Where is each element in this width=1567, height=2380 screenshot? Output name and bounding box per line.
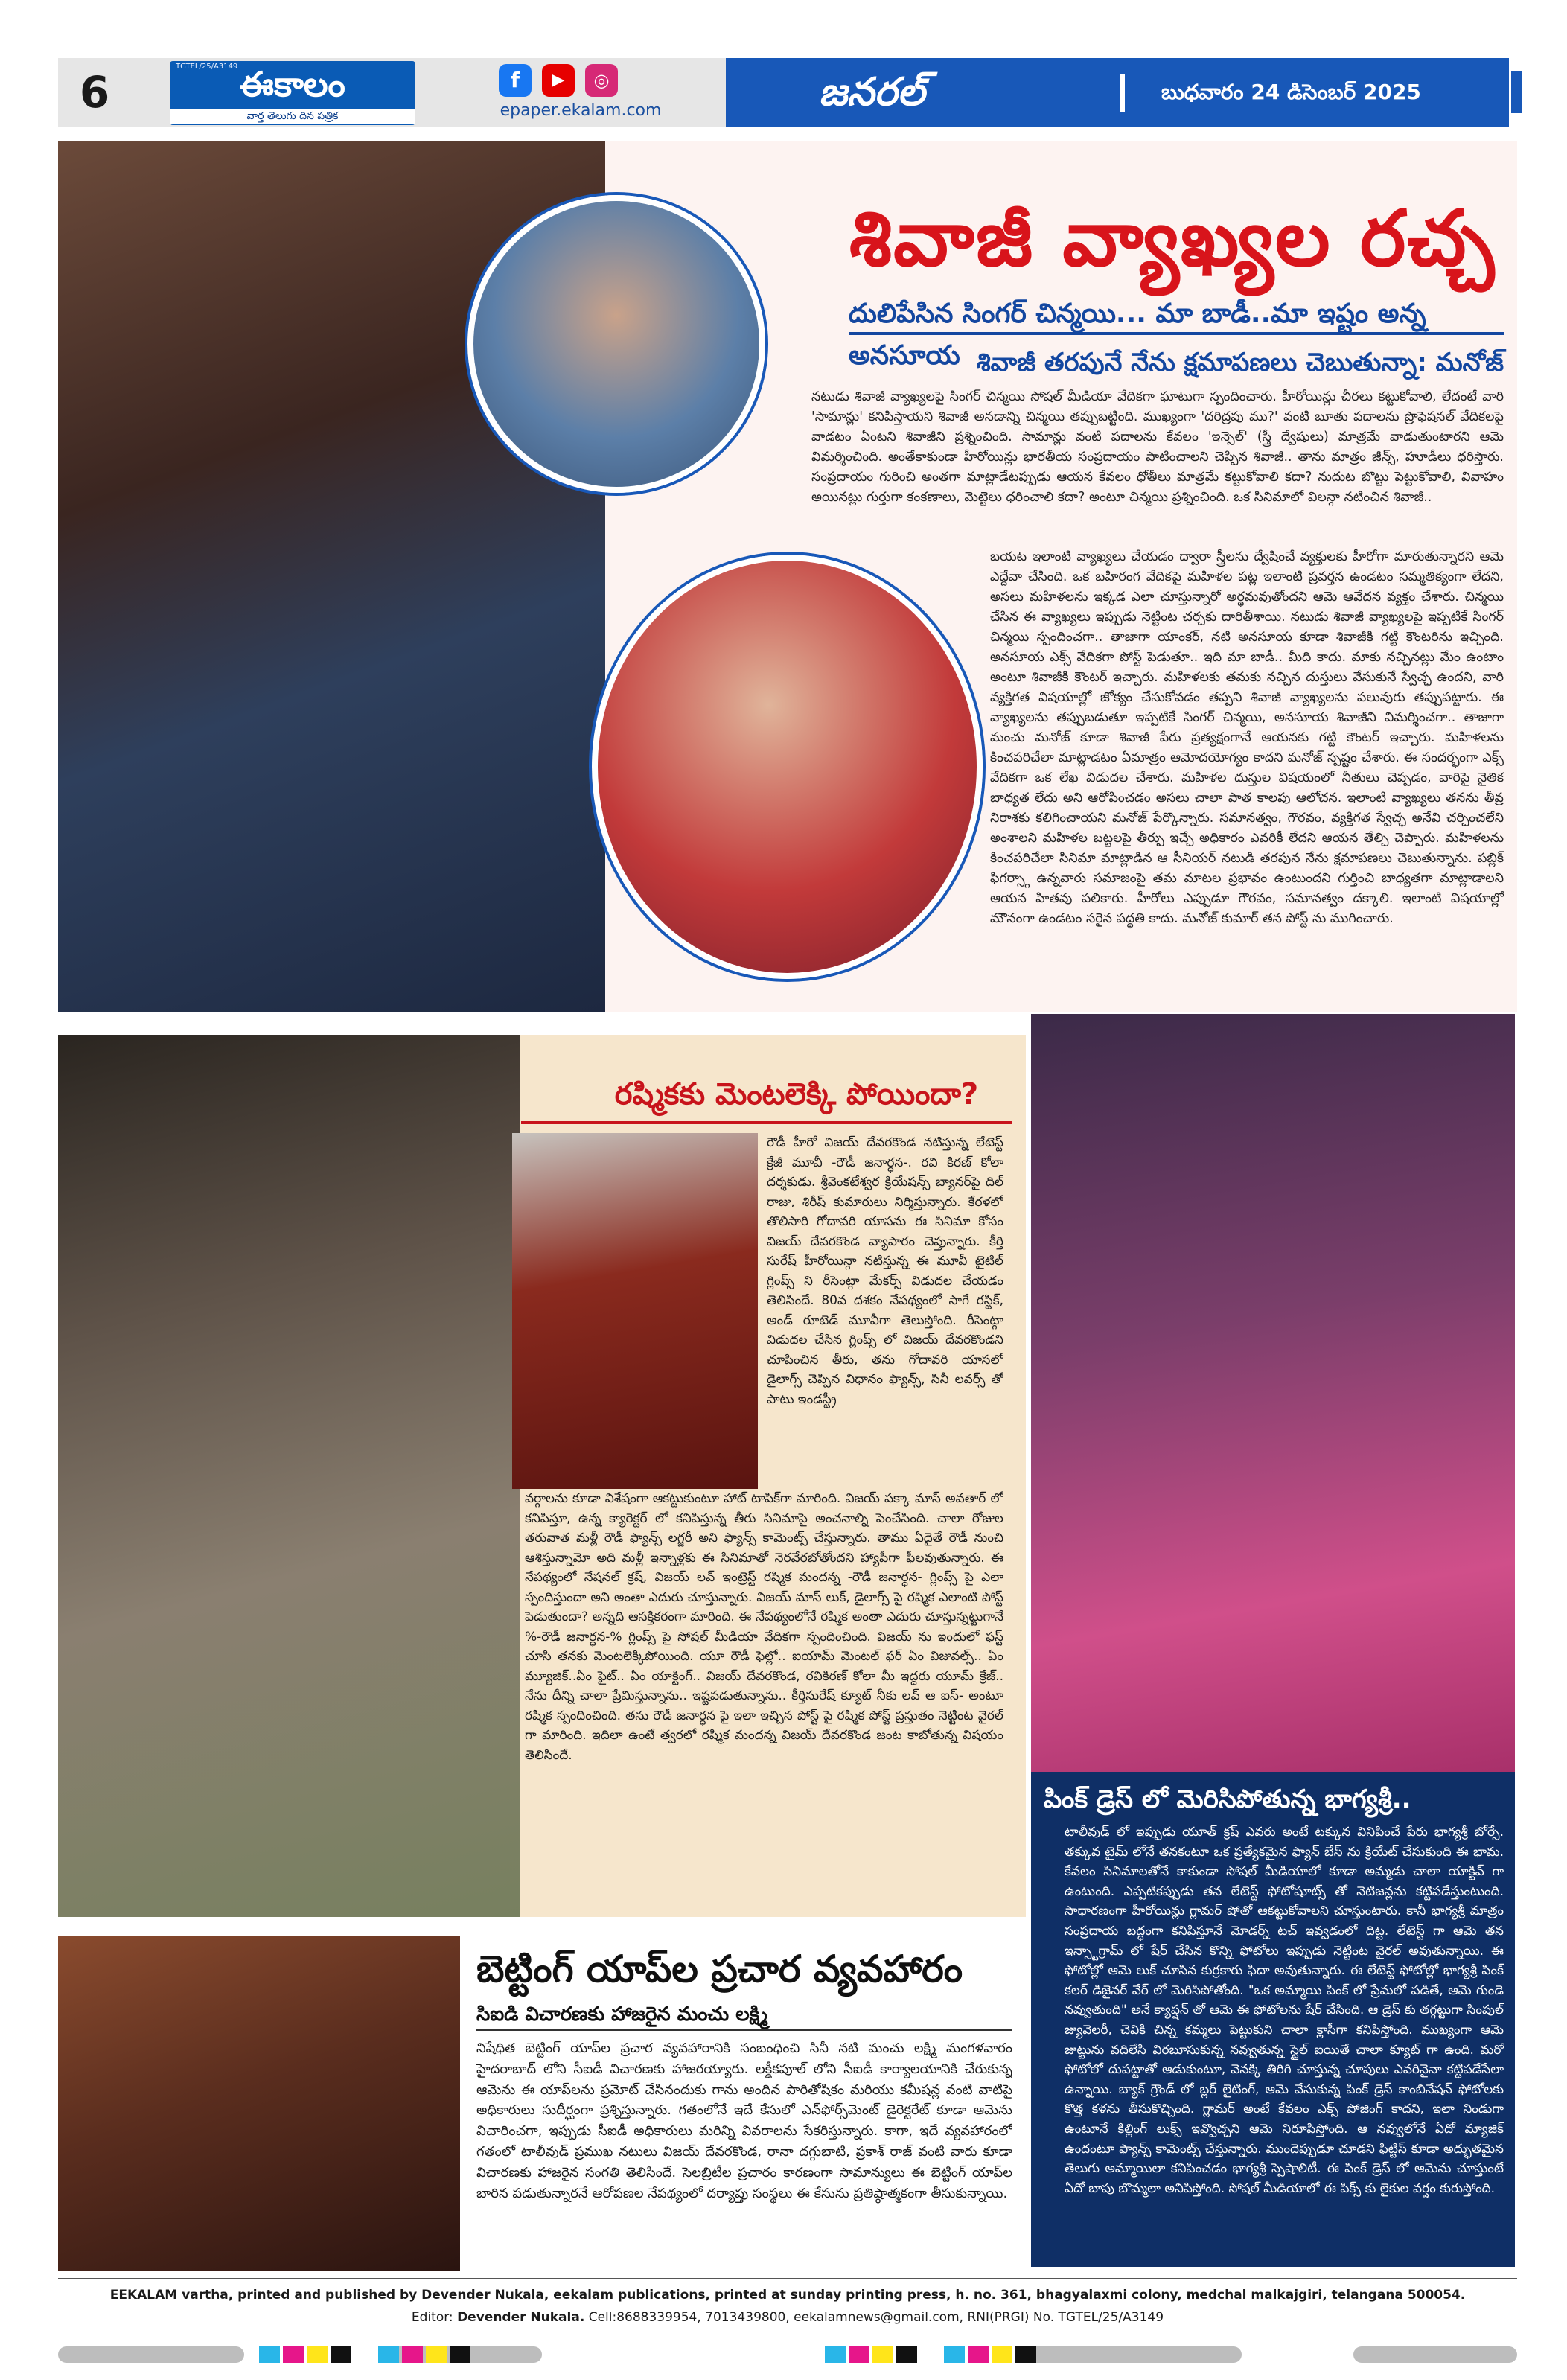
registration-swatch [450, 2346, 470, 2363]
story2-headline: రష్మికకు మెంటలెక్కి పోయిందా? [614, 1077, 979, 1111]
registration-swatch [920, 2346, 941, 2363]
page-number: 6 [79, 67, 110, 118]
registration-swatch [992, 2346, 1012, 2363]
story3-headline: పింక్ డ్రెస్ లో మెరిసిపోతున్న భాగ్యశ్రీ.. [1044, 1784, 1411, 1814]
epaper-link[interactable]: epaper.ekalam.com [500, 101, 662, 120]
issue-date: బుధవారం 24 డిసెంబర్ 2025 [1161, 80, 1421, 104]
registration-swatch [378, 2346, 399, 2363]
youtube-icon[interactable]: ▶ [542, 64, 575, 97]
rashmika-photo [58, 1035, 520, 1917]
story3-body: టాలీవుడ్ లో ఇప్పుడు యూత్ క్రష్ ఎవరు అంటే టక్కున వినిపించే పేరు భాగ్యశ్రీ బోర్సే. తక్కువ టైమ్ లోనే తనకంటూ ఒక ప్రత్యేకమైన ఫ్యాన్ బేస్ ను క్రియేట్ చేసుకుంది ఈ భామ. కేవలం సినిమాలతోనే కాకుండా సోషల్ మీడియాలో కూడా అమ్మడు చాలా యాక్టివ్ గా ఉంటుంది. ఎప్పటికప్పుడు తన లేటెస్ట్ ఫోటోషూట్స్ తో నెటిజన్లను కట్టిపడేస్తుంటుంది. సాధారణంగా హీరోయిన్లు గ్లామర్ షోతో ఆకట్టుకోవాలని చూస్తుంటారు. కానీ భాగ్యశ్రీ మాత్రం సంప్రదాయ బద్ధంగా కనిపిస్తూనే మోడర్న్ టచ్ ఇవ్వడంలో దిట్ట. లేటెస్ట్ గా ఆమె తన ఇన్స్టాగ్రామ్ లో షేర్ చేసిన కొన్ని ఫోటోలు ఇప్పుడు నెట్టింట వైరల్ అవుతున్నాయి. ఈ ఫోటోల్లో ఆమె లుక్ చూసిన కుర్రకారు ఫిదా అవుతున్నారు. ఈ లేటెస్ట్ ఫోటోల్లో భాగ్యశ్రీ పింక్ కలర్ డిజైనర్ వేర్ లో మెరిసిపోతోంది. "ఒక అమ్మాయి పింక్ లో ప్రేమలో పడితే, ఆమె గుండె నవ్వుతుంది" అనే క్యాప్షన్ తో ఆమె ఈ ఫోటోలను షేర్ చేసింది. ఆ డ్రెస్ కు తగ్గట్టుగా సింపుల్ జ్యువెలరీ, చెవికి చిన్న కమ్మలు పెట్టుకుని చాలా క్లాసీగా కనిపిస్తోంది. ముఖ్యంగా ఆమె జుట్టును వదిలేసి విరబూసుకున్న నవ్వుతున్న స్టైల్ ఐయితే చాలా క్యూట్ గా ఉంది. మరో ఫోటోలో దుపట్టాతో ఆడుకుంటూ, వెనక్కి తిరిగి చూస్తున్న చూపులు ఎవరినైనా కట్టిపడేసేలా ఉన్నాయి. బ్యాక్ గ్రౌండ్ లో బ్లర్ లైటింగ్, ఆమె వేసుకున్న పింక్ డ్రెస్ కాంబినేషన్ ఫోటోలకు కొత్త కళను తీసుకొచ్చింది. గ్లామర్ అంటే కేవలం ఎక్స్ పోజింగ్ కాదని, ఇలా నిండుగా ఉంటూనే కిల్లింగ్ లుక్స్ ఇవ్వొచ్చని ఆమె నిరూపిస్తోంది. ఆ నవ్వులోనే ఏదో మ్యాజిక్ ఉందంటూ ఫ్యాన్స్ కామెంట్స్ చేస్తున్నారు. ముందెప్పుడూ చూడని ఫిట్టిస్ కూడా అద్భుతమైన తెలుగు అమ్మాయిలా కనిపించడం భాగ్యశ్రీ స్పెషాలిటీ. ఈ పింక్ డ్రెస్ లో ఆమెను చూస్తుంటే ఏదో బాపు బొమ్మలా అనిపిస్తోంది. సోషల్ మీడియాలో ఈ పిక్స్ కు లైకుల వర్షం కురుస్తోంది. [1065, 1825, 1504, 2196]
registration-swatch [944, 2346, 965, 2363]
shivaji-circle-photo [467, 195, 765, 493]
story4-body: నిషేధిత బెట్టింగ్ యాప్‌ల ప్రచార వ్యవహారానికి సంబంధించి సినీ నటి మంచు లక్ష్మి మంగళవారం హైదరాబాద్ లోని సీఐడీ విచారణకు హాజరయ్యారు. లక్డీకపూల్ లోని సీఐడీ కార్యాలయానికి చేరుకున్న ఆమెను ఈ యాప్‌లను ప్రమోట్ చేసినందుకు గాను అందిన పారితోషికం మరియు కమీషన్ల వంటి వాటిపై అధికారులు సుదీర్ఘంగా ప్రశ్నిస్తున్నారు. గతంలోనే ఇదే కేసులో ఎన్‌ఫోర్స్‌మెంట్ డైరెక్టరేట్ కూడా ఆమెను విచారించగా, ఇప్పుడు సీఐడీ అధికారులు మరిన్ని వివరాలను సేకరిస్తున్నారు. కాగా, ఇదే వ్యవహారంలో గతంలో టాలీవుడ్ ప్రముఖ నటులు విజయ్ దేవరకొండ, రానా దగ్గుబాటి, ప్రకాశ్ రాజ్ వంటి వారు కూడా విచారణకు హాజరైన సంగతి తెలిసిందే. సెలబ్రిటీల ప్రచారం కారణంగా సామాన్యులు ఈ బెట్టింగ్ యాప్‌ల బారిన పడుతున్నారనే ఆరోపణల నేపథ్యంలో దర్యాప్తు సంస్థలు ఈ కేసును ప్రతిష్ఠాత్మకంగా తీసుకున్నాయి. [476, 2041, 1012, 2201]
story1-deck-2: శివాజీ తరపునే నేను క్షమాపణలు చెబుతున్నా: మనోజ్ [976, 348, 1504, 377]
registration-swatch [354, 2346, 375, 2363]
registration-swatch [283, 2346, 304, 2363]
registration-swatch [402, 2346, 423, 2363]
story2-body-bottom: వర్గాలను కూడా విశేషంగా ఆకట్టుకుంటూ హాట్ టాపిక్‌గా మారింది. విజయ్ పక్కా మాస్ అవతార్ లో కనిపిస్తూ, ఉన్న క్యారెక్టర్ లో కనిపిస్తున్న తీరు సినిమాపై అంచనాల్ని పెంచేసింది. చాలా రోజుల తరువాత మళ్లీ రౌడీ ఫ్యాన్స్ లగ్జరీ అని ఫ్యాన్స్ కామెంట్స్ చేస్తున్నారు. తాము ఏదైతే రౌడీ నుంచి ఆశిస్తున్నామో అది మళ్లీ ఇన్నాళ్లకు ఈ సినిమాతో నెరవేరబోతోందని హ్యాపీగా ఫీలవుతున్నారు. ఈ నేపథ్యంలో నేషనల్ క్రష్, విజయ్ లవ్ ఇంట్రెస్ట్ రష్మిక మందన్న -రౌడీ జనార్ధన- గ్లింప్స్ పై ఎలా స్పందిస్తుందా అని అంతా ఎదురు చూస్తున్నారు. విజయ్ మాస్ లుక్, డైలాగ్స్ పై రష్మిక ఎలాంటి పోస్ట్ పెడుతుందా? అన్నది ఆసక్తికరంగా మారింది. ఈ నేపథ్యంలోనే రష్మిక అంతా ఎదురు చూస్తున్నట్టుగానే %-రౌడీ జనార్ధన-% గ్లింప్స్ పై సోషల్ మీడియా వేదికగా స్పందించింది. విజయ్ ను ఇందులో ఫస్ట్ చూసి తనకు మెంటలెక్కిపోయింది. యూ రౌడీ ఫెల్లో.. ఐయామ్ మెంటల్ ఫర్ ఏం విజువల్స్.. ఏం మ్యూజిక్..ఏం ఫైట్.. ఏం యాక్టింగ్.. విజయ్ దేవరకొండ, రవికిరణ్ కోలా మీ ఇద్దరు యూమ్ క్రేజ్.. నేను దీన్ని చాలా ప్రేమిస్తున్నాను.. ఇష్టపడుతున్నాను.. కీర్తిసురేష్ క్యూట్ నీకు లవ్ ఆ ఐస్- అంటూ రష్మిక స్పందించింది. తను రౌడీ జనార్ధన పై ఇలా ఇచ్చిన పోస్ట్ పై రష్మిక పోస్ట్ ప్రస్తుతం నెట్టింట వైరల్ గా మారింది. ఇదిలా ఉంటే త్వరలో రష్మిక మందన్న విజయ్ దేవరకొండ జంట కాబోతున్న విషయం తెలిసిందే. [525, 1491, 1003, 1763]
instagram-icon[interactable]: ◎ [585, 64, 618, 97]
registration-swatch [968, 2346, 989, 2363]
social-links [499, 64, 670, 101]
story1-deck-1: దులిపేసిన సింగర్ చిన్మయి... మా బాడీ..మా ఇష్టం అన్న అనసూయ [849, 293, 1504, 335]
registration-swatch [872, 2346, 893, 2363]
story4-headline: బెట్టింగ్ యాప్‌ల ప్రచార వ్యవహారం [476, 1947, 963, 1991]
editor-contact: Cell:8688339954, 7013439800, eekalamnews@gmail.com, RNI(PRGI) No. TGTEL/25/A3149 [584, 2310, 1164, 2325]
newspaper-logo[interactable] [170, 61, 415, 125]
registration-swatch [307, 2346, 328, 2363]
editor-prefix: Editor: [411, 2310, 458, 2325]
registration-color-bar [58, 2344, 1517, 2366]
facebook-icon[interactable]: f [499, 64, 532, 97]
section-label: జనరల్ [819, 70, 925, 115]
editor-line [58, 2305, 1517, 2330]
registration-swatch [1015, 2346, 1036, 2363]
registration-swatch [896, 2346, 917, 2363]
logo-wordmark: ఈకాలం [240, 64, 345, 104]
print-line: EEKALAM vartha, printed and published by Devender Nukala, eekalam publications, printed at sunday printing press, h. no. 361, bhagyalaxmi colony, medchal malkajgiri, telangana 500054. [109, 2288, 1466, 2303]
editor-name: Devender Nukala. [457, 2310, 585, 2325]
registration-grey-bar [58, 2346, 244, 2363]
story1-headline: శివాజీ వ్యాఖ్యల రచ్చ [849, 193, 1496, 284]
story2-body-column: రౌడీ హీరో విజయ్ దేవరకొండ నటిస్తున్న లేటెస్ట్ క్రేజీ మూవీ -రౌడీ జనార్ధన-. రవి కిరణ్ కోలా దర్శకుడు. శ్రీవెంకటేశ్వర క్రియేషన్స్ బ్యానర్‌పై దిల్ రాజు, శిరీష్ కుమారులు నిర్మిస్తున్నారు. కేరళలో తొలిసారి గోదావరి యాసను ఈ సినిమా కోసం విజయ్ దేవరకొండ వ్యాపారం చెప్తున్నారు. కీర్తి సురేష్ హీరోయిన్గా నటిస్తున్న ఈ మూవీ టైటిల్ గ్లింప్స్ ని రీసెంట్గా మేకర్స్ విడుదల చేయడం తెలిసిందే. 80వ దశకం నేపథ్యంలో సాగే రస్టిక్, అండ్ రూటెడ్ మూవీగా తెలుస్తోంది. రీసెంట్గా విడుదల చేసిన గ్లింప్స్ లో విజయ్ దేవరకొండని చూపించిన తీరు, తను గోదావరి యాసలో డైలాగ్స్ చెప్పిన విధానం ఫ్యాన్స్, సినీ లవర్స్ తో పాటు ఇండస్ట్రీ [767, 1135, 1003, 1407]
registration-swatch [259, 2346, 280, 2363]
registration-grey-bar [1018, 2346, 1242, 2363]
logo-registration: TGTEL/25/A3149 [176, 63, 238, 71]
story4-deck: సిఐడి విచారణకు హాజరైన మంచు లక్ష్మి [476, 2003, 768, 2026]
registration-swatch [426, 2346, 447, 2363]
story4-deck-rule [476, 2029, 1012, 2031]
story1-body-upper: నటుడు శివాజీ వ్యాఖ్యలపై సింగర్ చిన్మయి సోషల్ మీడియా వేదికగా ఘాటుగా స్పందించారు. హీరోయిన్లు చీరలు కట్టుకోవాలి, లేదంటే వారి 'సామాన్లు' కనిపిస్తాయని శివాజీ అనడాన్ని చిన్మయి తప్పుబట్టింది. ముఖ్యంగా 'దరిద్రపు ము?' వంటి బూతు పదాలను ప్రొఫెషనల్ వేదికలపై వాడటం ఏంటని శివాజీని ప్రశ్నించింది. సామాన్లు వంటి పదాలను కేవలం 'ఇన్సెల్' (స్త్రీ ద్వేషులు) మాత్రమే వాడుతుంటారని ఆమె విమర్శించింది. అంతేకాకుండా హీరోయిన్లు భారతీయ సంప్రదాయం పాటించాలని చెప్పిన శివాజీ.. తాను మాత్రం జీన్స్, హూడీలు ధరిస్తారు. సంప్రదాయం గురించి అంతగా మాట్లాడేటప్పుడు ఆయన కేవలం ధోతీలు మాత్రమే కట్టుకోవాలి కదా? నుదుట బొట్టు పెట్టుకోవాలి, వివాహం అయినట్లు గుర్తుగా కంకణాలు, మెట్టెలు ధరించాలి కదా? అంటూ చిన్మయి ప్రశ్నించింది. ఒక సినిమాలో విలన్గా నటించిన శివాజీ.. [811, 389, 1504, 505]
logo-tagline: వార్త తెలుగు దిన పత్రిక [170, 109, 415, 124]
registration-swatch [331, 2346, 351, 2363]
manchu-lakshmi-photo [58, 1936, 460, 2271]
story2-headline-rule [521, 1121, 1012, 1124]
rowdy-janardhana-still [512, 1133, 758, 1489]
registration-swatch [825, 2346, 846, 2363]
header-edge-tab [1511, 71, 1522, 113]
footer-rule [58, 2278, 1517, 2279]
header-divider [1120, 74, 1125, 112]
registration-swatch [849, 2346, 869, 2363]
bhagyashri-photo [1031, 1014, 1515, 1773]
registration-grey-bar [1353, 2346, 1517, 2363]
chinmayi-circle-photo [592, 555, 983, 979]
story1-body-lower: బయట ఇలాంటి వ్యాఖ్యలు చేయడం ద్వారా స్త్రీలను ద్వేషించే వ్యక్తులకు హీరోగా మారుతున్నారని ఆమె ఎద్దేవా చేసింది. ఒక బహిరంగ వేదికపై మహిళల పట్ల ఇలాంటి ప్రవర్తన ఉండటం సమ్మతిక్యంగా లేదని, అసలు మహిళలను ఇక్కడ ఎలా చూస్తున్నారో అర్థమవుతోందని ఆమె ఆవేదన వ్యక్తం చేశారు. చిన్మయి చేసిన ఈ వ్యాఖ్యలు ఇప్పుడు నెట్టింట చర్చకు దారితీశాయి. నటుడు శివాజీ వ్యాఖ్యలపై ఇప్పటికే సింగర్ చిన్మయి స్పందించగా.. తాజాగా యాంకర్, నటి అనసూయ కూడా శివాజీకి గట్టి కౌంటరిను ఇచ్చింది. అనసూయ ఎక్స్ వేదికగా పోస్ట్ పెడుతూ.. ఇది మా బాడీ.. మీది కాదు. మాకు నచ్చినట్లు మేం ఉంటాం అంటూ శివాజీకి కౌంటర్ ఇచ్చారు. మహిళలకు తమకు నచ్చిన దుస్తులు వేసుకునే స్వేచ్ఛ ఉందని, వారి వ్యక్తిగత విషయాల్లో జోక్యం చేసుకోవడం తప్పని శివాజీ వ్యాఖ్యలను పలువురు తప్పుపట్టారు. ఈ వ్యాఖ్యలను తప్పుబడుతూ ఇప్పటికే సింగర్ చిన్మయి, అనసూయ శివాజీని విమర్శించగా.. తాజాగా మంచు మనోజ్ కూడా శివాజీ పేరు ప్రత్యక్షంగానే ఆయనకు గట్టి కౌంటర్ ఇచ్చారు. మహిళలను కించపరిచేలా మాట్లాడటం ఏమాత్రం ఆమోదయోగ్యం కాదని మనోజ్ స్పష్టం చేశారు. ఈ సందర్భంగా ఎక్స్ వేదికగా ఒక లేఖ విడుదల చేశారు. మహిళల దుస్తుల విషయంలో నీతులు చెప్పడం, వారిపై నైతిక బాధ్యత లేదు అని ఆరోపించడం అసలు చాలా పాత కాలపు ఆలోచన. ఇలాంటి వ్యాఖ్యలు తనను తీవ్ర నిరాశకు కలిగించాయని మనోజ్ పేర్కొన్నారు. సమానత్వం, గౌరవం, వ్యక్తిగత స్వేచ్ఛ అనేవి చర్చించలేని అంశాలని మహిళల బట్టలపై తీర్పు ఇచ్చే అధికారం ఎవరికీ లేదని ఆయన తేల్చి చెప్పారు. మహిళలను కించపరిచేలా సినిమా మాట్లాడిన ఆ సీనియర్ నటుడి తరపున నేను క్షమాపణలు చెబుతున్నాను. పబ్లిక్ ఫిగర్స్గా ఉన్నవారు సమాజంపై తమ మాటల ప్రభావం ఉంటుందని గుర్తించి బాధ్యతగా మాట్లాడాలని ఆయన హితవు పలికారు. హీరోలు ఎప్పుడూ గౌరవం, సమానత్వం దక్కాలి. ఇలాంటి విషయాల్లో మౌనంగా ఉండటం సరైన పద్ధతి కాదు. మనోజ్ కుమార్ తన పోస్ట్ ను ముగించారు. [990, 549, 1504, 926]
